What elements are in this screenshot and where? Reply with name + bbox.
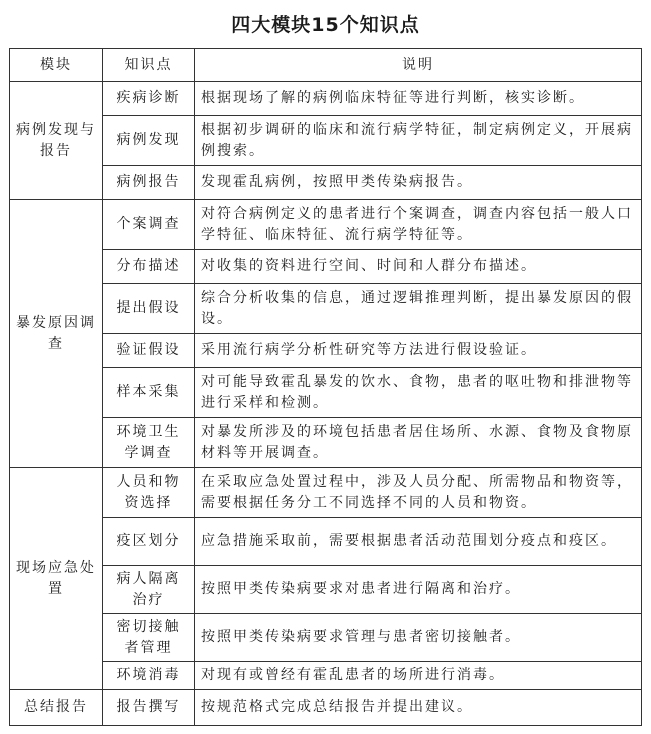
description-cell: 在采取应急处置过程中，涉及人员分配、所需物品和物资等，需要根据任务分工不同选择不同的人员和物资。 — [195, 468, 642, 518]
table-row — [10, 518, 642, 566]
header-row — [10, 49, 642, 82]
header-knowledge-point: 知识点 — [103, 49, 195, 82]
knowledge-point-cell: 提出假设 — [103, 284, 195, 334]
knowledge-point-cell: 环境消毒 — [103, 662, 195, 690]
table-title: 四大模块15个知识点 — [231, 14, 420, 36]
description-cell: 按照甲类传染病要求管理与患者密切接触者。 — [195, 614, 642, 662]
knowledge-point-cell: 病人隔离治疗 — [103, 566, 195, 614]
knowledge-point-cell: 密切接触者管理 — [103, 614, 195, 662]
description-cell: 按规范格式完成总结报告并提出建议。 — [195, 690, 642, 726]
table-row — [10, 368, 642, 418]
description-cell: 按照甲类传染病要求对患者进行隔离和治疗。 — [195, 566, 642, 614]
module-cell: 现场应急处置 — [10, 468, 103, 690]
header-description: 说明 — [195, 49, 642, 82]
table-row — [10, 418, 642, 468]
module-cell: 暴发原因调查 — [10, 200, 103, 468]
description-cell: 采用流行病学分析性研究等方法进行假设验证。 — [195, 334, 642, 368]
description-cell: 对收集的资料进行空间、时间和人群分布描述。 — [195, 250, 642, 284]
knowledge-point-cell: 验证假设 — [103, 334, 195, 368]
knowledge-point-cell: 个案调查 — [103, 200, 195, 250]
knowledge-point-cell: 环境卫生学调查 — [103, 418, 195, 468]
header-module: 模块 — [10, 49, 103, 82]
knowledge-point-cell: 病例报告 — [103, 166, 195, 200]
table-row — [10, 614, 642, 662]
description-cell: 发现霍乱病例，按照甲类传染病报告。 — [195, 166, 642, 200]
knowledge-point-cell: 病例发现 — [103, 116, 195, 166]
table-row — [10, 690, 642, 726]
knowledge-point-cell: 疾病诊断 — [103, 82, 195, 116]
table-row — [10, 284, 642, 334]
table-row — [10, 116, 642, 166]
description-cell: 对可能导致霍乱暴发的饮水、食物，患者的呕吐物和排泄物等进行采样和检测。 — [195, 368, 642, 418]
knowledge-table — [9, 48, 642, 726]
table-row — [10, 166, 642, 200]
knowledge-point-cell: 报告撰写 — [103, 690, 195, 726]
knowledge-point-cell: 分布描述 — [103, 250, 195, 284]
knowledge-point-cell: 疫区划分 — [103, 518, 195, 566]
description-cell: 对现有或曾经有霍乱患者的场所进行消毒。 — [195, 662, 642, 690]
table-row — [10, 662, 642, 690]
knowledge-point-cell: 人员和物资选择 — [103, 468, 195, 518]
description-cell: 对暴发所涉及的环境包括患者居住场所、水源、食物及食物原材料等开展调查。 — [195, 418, 642, 468]
knowledge-point-cell: 样本采集 — [103, 368, 195, 418]
description-cell: 根据现场了解的病例临床特征等进行判断，核实诊断。 — [195, 82, 642, 116]
table-row — [10, 566, 642, 614]
description-cell: 根据初步调研的临床和流行病学特征，制定病例定义，开展病例搜索。 — [195, 116, 642, 166]
description-cell: 综合分析收集的信息，通过逻辑推理判断，提出暴发原因的假设。 — [195, 284, 642, 334]
table-row — [10, 468, 642, 518]
module-cell: 病例发现与报告 — [10, 82, 103, 200]
description-cell: 应急措施采取前，需要根据患者活动范围划分疫点和疫区。 — [195, 518, 642, 566]
description-cell: 对符合病例定义的患者进行个案调查，调查内容包括一般人口学特征、临床特征、流行病学特征等。 — [195, 200, 642, 250]
table-row — [10, 200, 642, 250]
table-row — [10, 250, 642, 284]
table-row — [10, 82, 642, 116]
table-row — [10, 334, 642, 368]
module-cell: 总结报告 — [10, 690, 103, 726]
